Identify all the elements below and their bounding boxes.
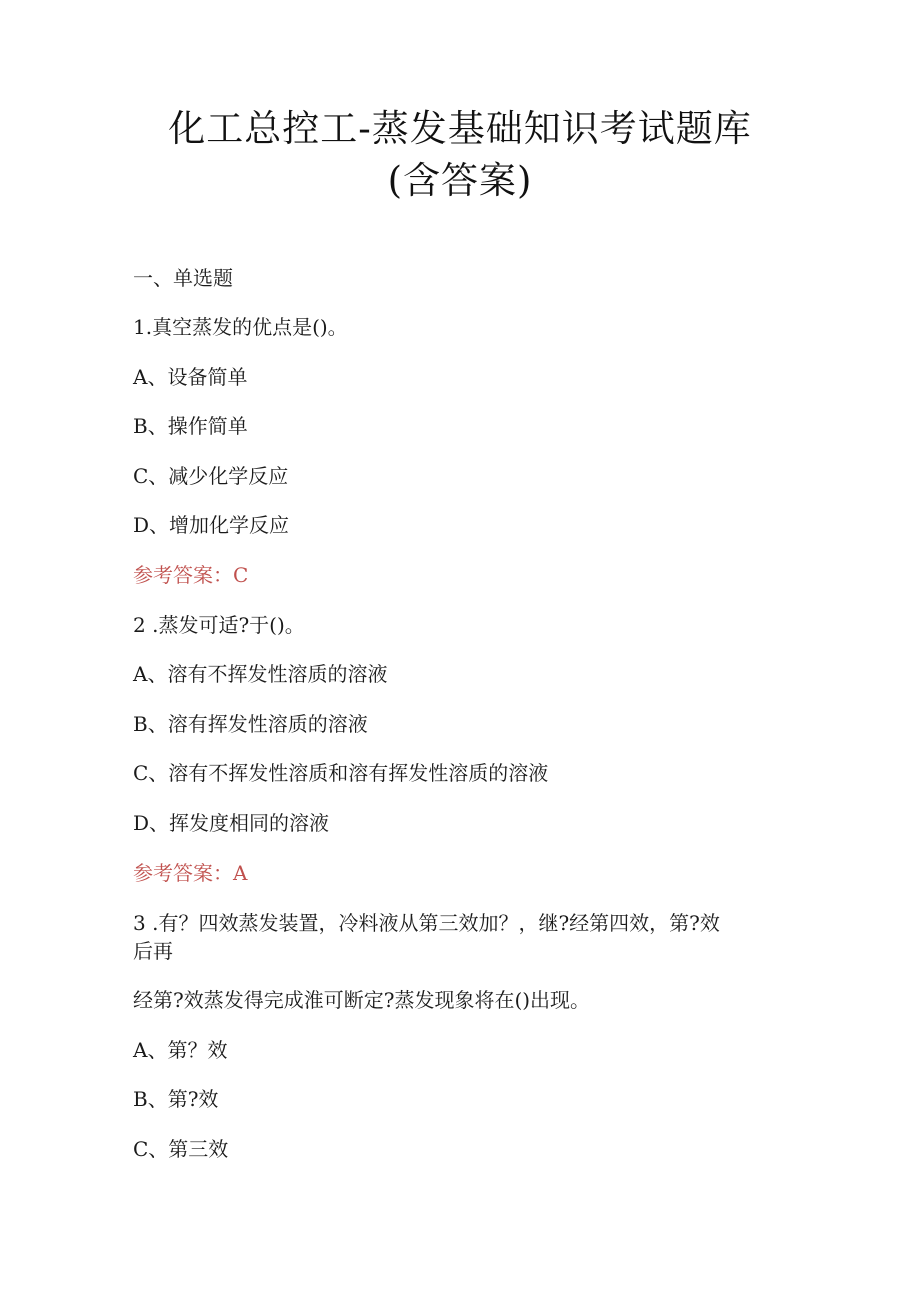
question-2-option-a: A、溶有不挥发性溶质的溶液 bbox=[133, 662, 388, 686]
question-2-option-b: B、溶有挥发性溶质的溶液 bbox=[133, 712, 368, 736]
question-3-option-a: A、第？效 bbox=[133, 1038, 228, 1062]
question-3-stem-line-2: 后再 bbox=[133, 939, 173, 963]
document-title: 化工总控工-蒸发基础知识考试题库 bbox=[168, 107, 752, 150]
question-1-option-d: D、增加化学反应 bbox=[133, 513, 290, 537]
question-3-stem-line-3: 经第?效蒸发得完成淮可断定?蒸发现象将在()出现。 bbox=[133, 988, 591, 1012]
question-1-option-a: A、设备简单 bbox=[133, 365, 248, 389]
question-3-stem-line-1: 3 .有？四效蒸发装置，冷料液从第三效加？，继?经第四效，第?效 bbox=[133, 911, 720, 935]
question-2-answer bbox=[133, 859, 247, 887]
answer-value: A bbox=[233, 861, 248, 885]
question-1-stem: 1.真空蒸发的优点是()。 bbox=[133, 315, 348, 339]
answer-label: 参考答案： bbox=[133, 861, 233, 885]
question-1-option-c: C、减少化学反应 bbox=[133, 464, 289, 488]
question-2-option-c: C、溶有不挥发性溶质和溶有挥发性溶质的溶液 bbox=[133, 761, 549, 785]
question-3-option-c: C、第三效 bbox=[133, 1137, 229, 1161]
answer-label: 参考答案： bbox=[133, 563, 233, 587]
question-1-answer bbox=[133, 561, 248, 589]
question-3-option-b: B、第?效 bbox=[133, 1087, 219, 1111]
question-1-option-b: B、操作简单 bbox=[133, 414, 248, 438]
section-heading: 一、单选题 bbox=[133, 266, 233, 290]
answer-value: C bbox=[233, 563, 249, 587]
document-subtitle: (含答案) bbox=[387, 159, 533, 202]
question-2-stem: 2 .蒸发可适?于()。 bbox=[133, 613, 305, 637]
question-2-option-d: D、挥发度相同的溶液 bbox=[133, 811, 330, 835]
